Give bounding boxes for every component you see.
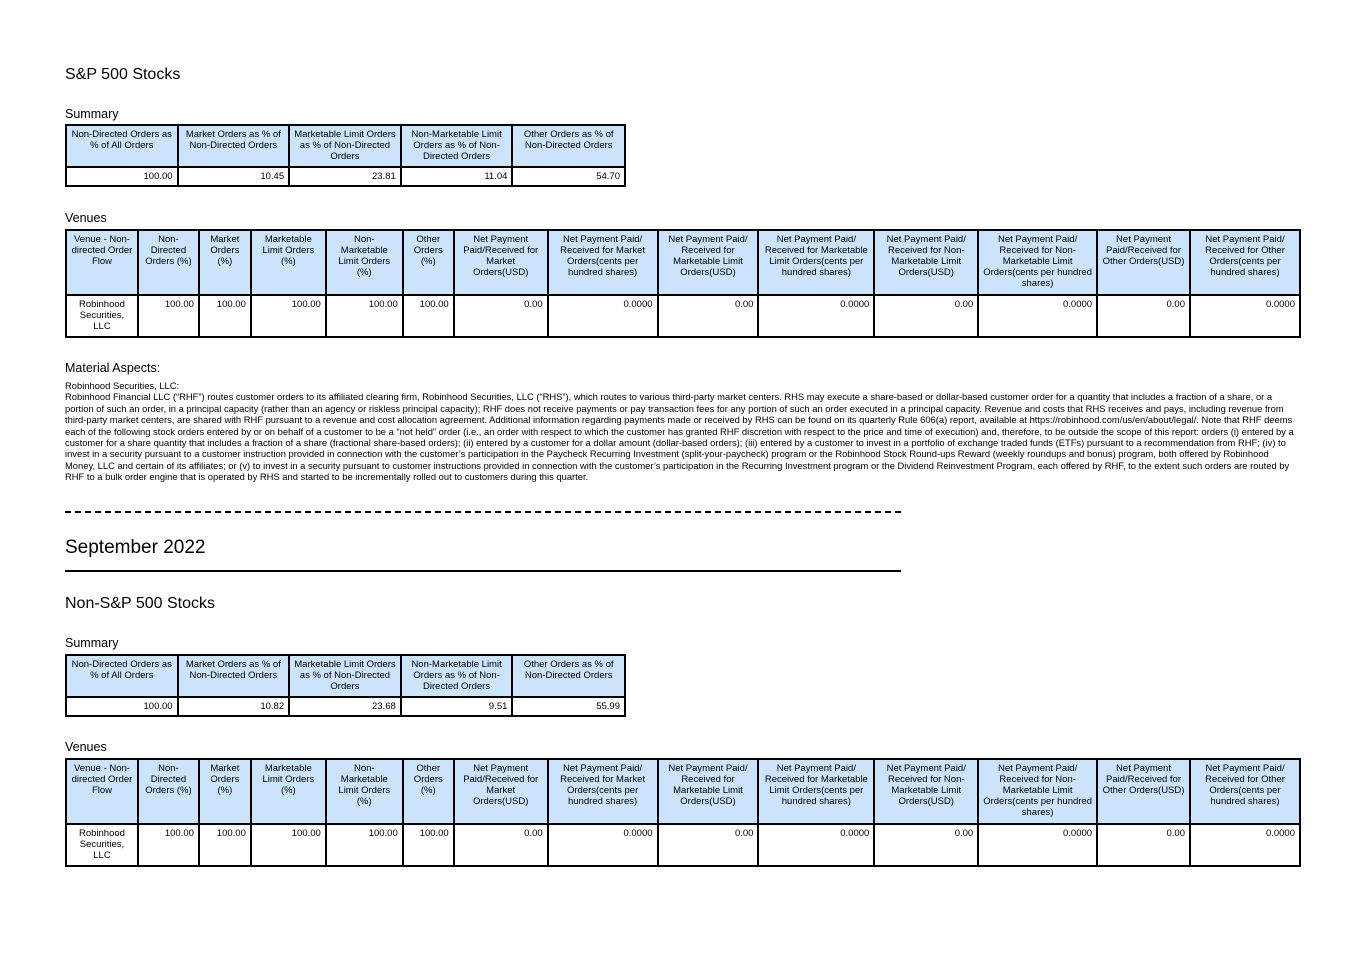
venue-value: 0.00 [658,824,759,866]
material-venue-line: Robinhood Securities, LLC: [65,380,180,391]
summary-value: 10.45 [178,167,290,186]
venue-value: 100.00 [251,824,326,866]
venue-value: 0.0000 [978,295,1097,337]
venue-header: Net Payment Paid/ Received for Marketable Limit Orders(USD) [658,230,759,295]
summary-header: Non-Directed Orders as % of All Orders [66,655,178,697]
summary-value: 23.68 [289,697,401,716]
venue-header: Net Payment Paid/ Received for Non-Marketable Limit Orders(cents per hundred shares) [978,230,1097,295]
venue-name: Robinhood Securities, LLC [66,824,138,866]
venue-value: 0.00 [1097,824,1190,866]
venue-value: 100.00 [251,295,326,337]
venue-value: 0.0000 [1190,824,1300,866]
summary-value: 11.04 [401,167,513,186]
venue-header: Net Payment Paid/ Received for Marketable Limit Orders(USD) [658,759,759,824]
venues-title: Venues [65,211,107,225]
summary-header: Non-Directed Orders as % of All Orders [66,125,178,167]
venues-table [65,758,1301,867]
summary-value: 9.51 [401,697,513,716]
venue-header: Net Payment Paid/ Received for Other Orders(cents per hundred shares) [1190,230,1300,295]
venue-header: Net Payment Paid/ Received for Market Orders(cents per hundred shares) [548,230,658,295]
venue-value: 100.00 [403,295,454,337]
venue-header: Net Payment Paid/Received for Other Orders(USD) [1097,230,1190,295]
venue-header: Market Orders (%) [199,759,251,824]
summary-value: 10.82 [178,697,290,716]
venue-header: Net Payment Paid/ Received for Marketable Limit Orders(cents per hundred shares) [758,759,874,824]
venue-header: Net Payment Paid/ Received for Marketable Limit Orders(cents per hundred shares) [758,230,874,295]
venue-header: Market Orders (%) [199,230,251,295]
venue-header: Net Payment Paid/Received for Market Orders(USD) [454,230,548,295]
venue-value: 100.00 [326,824,403,866]
material-aspects-title: Material Aspects: [65,361,161,375]
venue-value: 0.00 [1097,295,1190,337]
venue-header: Other Orders (%) [403,759,454,824]
venue-header: Venue - Non-directed Order Flow [66,759,138,824]
venue-header: Net Payment Paid/ Received for Non-Marketable Limit Orders(cents per hundred shares) [978,759,1097,824]
section-heading: Non-S&P 500 Stocks [65,595,216,612]
table-row [66,295,1300,337]
venue-header: Venue - Non-directed Order Flow [66,230,138,295]
venue-value: 100.00 [199,295,251,337]
venue-value: 0.00 [874,295,978,337]
venue-header: Non-Directed Orders (%) [138,759,199,824]
venue-value: 0.00 [658,295,759,337]
venue-value: 0.00 [874,824,978,866]
summary-value: 54.70 [512,167,625,186]
venue-header: Net Payment Paid/Received for Market Orders(USD) [454,759,548,824]
summary-value: 55.99 [512,697,625,716]
venue-value: 0.0000 [548,824,658,866]
venue-value: 100.00 [199,824,251,866]
venue-value: 100.00 [138,295,199,337]
venue-header: Net Payment Paid/Received for Other Orders(USD) [1097,759,1190,824]
summary-header: Other Orders as % of Non-Directed Orders [512,655,625,697]
venue-name: Robinhood Securities, LLC [66,295,138,337]
material-body: Robinhood Financial LLC (“RHF”) routes customer orders to its affiliated clearing firm, Robinhood Securities, LLC (“RHS”), which routes to various third-party market centers. RHS may execute a share-based or dollar-based customer order for a quantity that includes a fraction of a share, or a portion of such an order, in a principal capacity (rather than an agency or riskless principal capacity); RHF does not receive payments or pay transaction fees for any portion of such an order executed in a principal capacity. Revenue and costs that RHS receives and pays, including revenue from third-party market centers, are shared with RHF pursuant to a revenue and cost allocation agreement. Additional information regarding payments made or received by RHS can be found on its quarterly Rule 606(a) report, available at https://robinhood.com/us/en/about/legal/. Note that RHF deems each of the following stock orders entered by or on behalf of a customer to be a “not held” order (i.e., an order with respect to which the customer has granted RHF discretion with respect to the price and time of execution) and, therefore, to be outside the scope of this report: orders (i) entered by a customer for a share quantity that includes a fraction of a share (fractional share-based orders); (ii) entered by a customer for a dollar amount (dollar-based orders); (iii) entered by a customer to invest in a portfolio of exchange traded funds (ETFs) pursuant to a recommendation from RHF; (iv) to invest in a security pursuant to a customer instruction provided in connection with the customer’s participation in the Paycheck Recurring Investment (split-your-paycheck) program or the Robinhood Stock Round-ups Reward (weekly roundups and bonus) program, both offered by Robinhood Money, LLC and certain of its affiliates; or (v) to invest in a security pursuant to customer instructions provided in connection with the customer’s participation in the Recurring Investment program or the Dividend Reinvestment Program, each offered by RHF, to the extent such orders are routed by RHF to a bulk order engine that is operated by RHS and started to be incrementally rolled out to customers during this quarter. [65,391,1294,483]
venue-value: 0.00 [454,295,548,337]
venue-header: Net Payment Paid/ Received for Other Orders(cents per hundred shares) [1190,759,1300,824]
venues-header-row [66,230,1300,295]
summary-table [65,124,626,187]
venues-title: Venues [65,740,107,754]
section-divider [65,511,901,513]
venue-header: Other Orders (%) [403,230,454,295]
summary-title: Summary [65,636,119,650]
summary-value-row [66,167,625,186]
venue-value: 100.00 [138,824,199,866]
venue-header: Marketable Limit Orders (%) [251,230,326,295]
venue-value: 0.0000 [548,295,658,337]
summary-header: Other Orders as % of Non-Directed Orders [512,125,625,167]
venue-header: Marketable Limit Orders (%) [251,759,326,824]
summary-value: 23.81 [289,167,401,186]
summary-value: 100.00 [66,167,178,186]
summary-header: Non-Marketable Limit Orders as % of Non-Directed Orders [401,125,513,167]
venue-value: 0.0000 [758,824,874,866]
venue-header: Non-Marketable Limit Orders (%) [326,759,403,824]
venue-header: Net Payment Paid/ Received for Market Orders(cents per hundred shares) [548,759,658,824]
venue-value: 0.00 [454,824,548,866]
summary-header-row [66,655,625,697]
venue-header: Net Payment Paid/ Received for Non-Marketable Limit Orders(USD) [874,230,978,295]
venues-table [65,229,1301,338]
venue-value: 0.0000 [978,824,1097,866]
summary-header: Marketable Limit Orders as % of Non-Directed Orders [289,125,401,167]
month-underline [65,570,901,572]
venue-value: 100.00 [326,295,403,337]
venue-value: 0.0000 [1190,295,1300,337]
summary-table [65,654,626,717]
summary-header: Marketable Limit Orders as % of Non-Directed Orders [289,655,401,697]
material-aspects-text [65,380,1301,483]
venue-header: Net Payment Paid/ Received for Non-Marketable Limit Orders(USD) [874,759,978,824]
summary-header: Market Orders as % of Non-Directed Orders [178,125,290,167]
month-heading: September 2022 [65,537,206,558]
section-heading: S&P 500 Stocks [65,66,181,83]
summary-value-row [66,697,625,716]
summary-value: 100.00 [66,697,178,716]
venue-value: 100.00 [403,824,454,866]
summary-header-row [66,125,625,167]
summary-header: Non-Marketable Limit Orders as % of Non-Directed Orders [401,655,513,697]
venue-header: Non-Directed Orders (%) [138,230,199,295]
summary-header: Market Orders as % of Non-Directed Orders [178,655,290,697]
venues-header-row [66,759,1300,824]
table-row [66,824,1300,866]
venue-value: 0.0000 [758,295,874,337]
venue-header: Non-Marketable Limit Orders (%) [326,230,403,295]
summary-title: Summary [65,107,119,121]
